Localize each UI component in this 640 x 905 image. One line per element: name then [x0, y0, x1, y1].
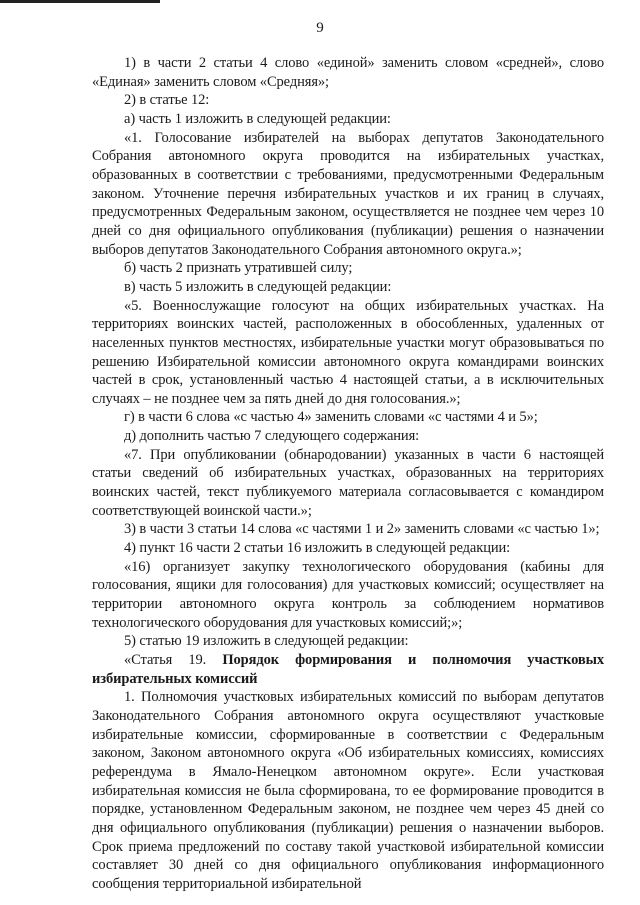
article-heading-title: Порядок формирования и полномочия участковых избирательных комиссий — [92, 652, 604, 687]
paragraph-quote-part-7: «7. При опубликовании (обнародовании) указанных в части 6 настоящей статьи сведений об избирательных участках, образованных на территориях воинских частей, текст публикуемого материала согласовывается с командиром соответствующей воинской части.»; — [92, 446, 604, 519]
paragraph-amendment-4: 4) пункт 16 части 2 статьи 16 изложить в следующей редакции: — [124, 540, 511, 557]
paragraph-amendment-3: 3) в части 3 статьи 14 слова «с частями 1 и 2» заменить словами «с частью 1»; — [124, 521, 600, 538]
paragraph-amendment-2a: а) часть 1 изложить в следующей редакции: — [124, 110, 391, 127]
paragraph-amendment-5: 5) статью 19 изложить в следующей редакции: — [124, 633, 409, 650]
paragraph-amendment-2g: г) в части 6 слова «с частью 4» заменить словами «с частями 4 и 5»; — [124, 409, 538, 426]
article-paragraph-1: 1. Полномочия участковых избирательных комиссий по выборам депутатов Законодательного Собрания автономного округа осуществляют участковые избирательные комиссии, сформированные в соответствии с Федеральным законом, Законом автономного округа «Об избирательных комиссиях, комиссиях референдума в Ямало-Ненецком автономном округе». Если участковая избирательная комиссия не была сформирована, то ее формирование проводится в порядке, установленном Федеральным законом, не позднее чем через 45 дней со дня официального опубликования (публикации) решения о назначении выборов. Срок приема предложений по составу такой участковой избирательной комиссии составляет 30 дней со дня официального опубликования информационного сообщения территориальной избирательной — [92, 689, 604, 892]
paragraph-amendment-2v: в) часть 5 изложить в следующей редакции: — [124, 278, 392, 295]
top-rule — [0, 0, 160, 3]
paragraph-amendment-2: 2) в статье 12: — [124, 92, 210, 109]
article-heading-prefix: «Статья 19. — [124, 652, 223, 668]
paragraph-quote-item-16: «16) организует закупку технологического оборудования (кабины для голосования, ящики для голосования) для участковых комиссий; осуществляет на территории автономного округа контроль за соблюдением нормативов технологического оборудования для участковых комиссий;»; — [92, 558, 604, 631]
paragraph-amendment-2d: д) дополнить частью 7 следующего содержания: — [124, 428, 420, 445]
paragraph-amendment-2b: б) часть 2 признать утратившей силу; — [124, 260, 353, 277]
article-heading — [92, 651, 604, 688]
document-body — [92, 54, 604, 894]
paragraph-amendment-1: 1) в части 2 статьи 4 слово «единой» заменить словом «средней», слово «Единая» заменить словом «Средняя»; — [92, 55, 604, 90]
paragraph-quote-part-5: «5. Военнослужащие голосуют на общих избирательных участках. На территориях воинских частей, расположенных в обособленных, удаленных от населенных пунктов местностях, избирательные участки могут образовываться по решению Избирательной комиссии автономного округа командирами воинских частей в срок, установленный частью 4 настоящей статьи, а в исключительных случаях – не позднее чем за пять дней до дня голосования.»; — [92, 297, 604, 407]
paragraph-quote-part-1: «1. Голосование избирателей на выборах депутатов Законодательного Собрания автономного округа проводится на избирательных участках, образованных в соответствии с требованиями, предусмотренными Федеральным законом. Уточнение перечня избирательных участков и их границ в случаях, предусмотренных Федеральным законом, осуществляется не позднее чем через 10 дней со дня официального опубликования (публикации) решения о назначении выборов депутатов Законодательного Собрания автономного округа.»; — [92, 129, 604, 258]
page-number: 9 — [316, 20, 324, 36]
